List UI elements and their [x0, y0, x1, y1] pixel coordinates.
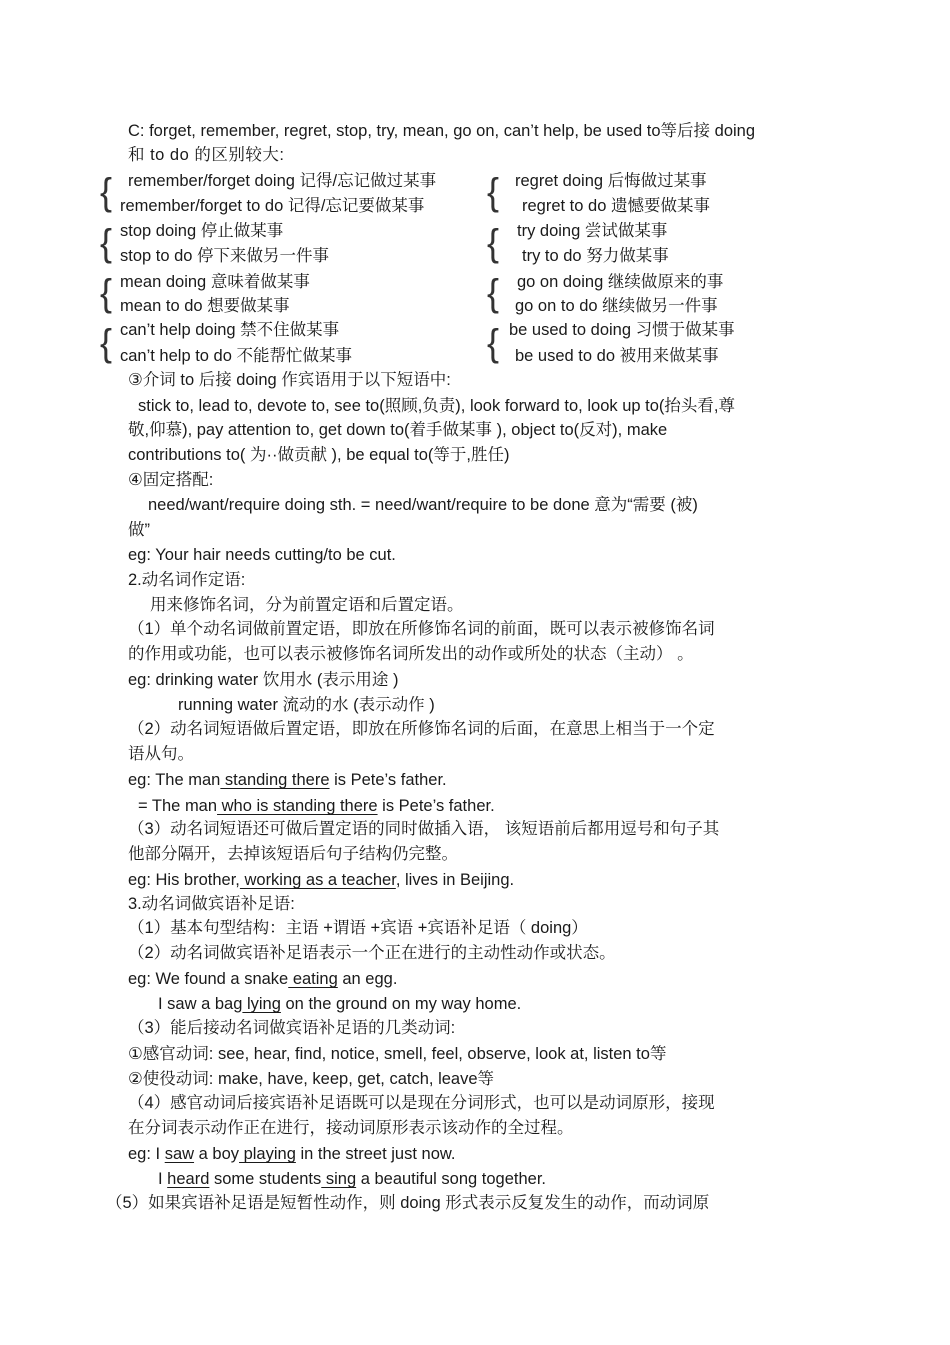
pair-left-bottom: can’t help to do 不能帮忙做某事 [120, 347, 352, 365]
example-text: , lives in Beijing. [395, 871, 515, 889]
paragraph-line: 用来修饰名词，分为前置定语和后置定语。 [150, 596, 464, 614]
intro-line-2: 和 to do 的区别较大: [128, 146, 285, 164]
example-text: = The man [138, 797, 218, 815]
underlined-phrase: lying [242, 995, 281, 1013]
example-sentence [128, 1144, 455, 1164]
example-text: a boy [194, 1145, 239, 1163]
pair-right-top: be used to doing 习惯于做某事 [509, 321, 735, 339]
intro-line-1: C: forget, remember, regret, stop, try, mean, go on, can’t help, be used to等后接 doing [128, 122, 756, 140]
left-brace-icon: { [100, 220, 113, 264]
example-sentence [128, 870, 514, 890]
paragraph-line: ②使役动词: make, have, keep, get, catch, leave等 [128, 1070, 495, 1088]
example-text: eg: His brother, [128, 871, 240, 889]
example-sentence: eg: Your hair needs cutting/to be cut. [128, 546, 396, 564]
paragraph-line: （3）能后接动名词做宾语补足语的几类动词: [128, 1019, 456, 1037]
example-text: is Pete’s father. [329, 771, 447, 789]
paragraph-line: 敬,仰慕), pay attention to, get down to(着手做某事 ), object to(反对), make [128, 421, 668, 439]
section-title: 3.动名词做宾语补足语: [128, 895, 295, 913]
example-text: I saw a bag [158, 995, 243, 1013]
example-text: eg: I [128, 1145, 165, 1163]
pair-left-bottom: mean to do 想要做某事 [120, 297, 290, 315]
left-brace-icon: { [100, 169, 113, 213]
example-sentence [158, 994, 521, 1014]
paragraph-line: （5）如果宾语补足语是短暂性动作，则 doing 形式表示反复发生的动作，而动词原 [106, 1194, 710, 1212]
example-text: a beautiful song together. [356, 1170, 547, 1188]
left-brace-icon: { [100, 270, 113, 314]
example-text: some students [209, 1170, 322, 1188]
pair-left-top: remember/forget doing 记得/忘记做过某事 [128, 172, 437, 190]
paragraph-line: contributions to( 为··做贡献 ), be equal to(等于,胜任) [128, 446, 510, 464]
underlined-phrase: heard [167, 1170, 210, 1188]
example-text: eg: We found a snake [128, 970, 289, 988]
example-text: in the street just now. [295, 1145, 456, 1163]
pair-left-top: stop doing 停止做某事 [120, 222, 284, 240]
pair-left-bottom: stop to do 停下来做另一件事 [120, 247, 330, 265]
pair-right-bottom: try to do 努力做某事 [522, 247, 669, 265]
example-sentence [128, 969, 397, 989]
section-title: ④固定搭配: [128, 471, 214, 489]
pair-right-top: regret doing 后悔做过某事 [515, 172, 707, 190]
pair-right-bottom: regret to do 遗憾要做某事 [522, 197, 710, 215]
example-text: eg: The man [128, 771, 221, 789]
paragraph-line: 做” [128, 521, 150, 539]
paragraph-line: stick to, lead to, devote to, see to(照顾,负责), look forward to, look up to(抬头看,尊 [138, 397, 735, 415]
right-brace-icon: { [487, 270, 500, 314]
paragraph-line: 的作用或功能，也可以表示被修饰名词所发出的动作或所处的状态（主动） 。 [128, 645, 694, 663]
underlined-phrase: who is standing there [217, 797, 378, 815]
pair-left-bottom: remember/forget to do 记得/忘记要做某事 [120, 197, 425, 215]
paragraph-line: （1）单个动名词做前置定语，即放在所修饰名词的前面，既可以表示被修饰名词 [128, 620, 715, 638]
left-brace-icon: { [100, 320, 113, 364]
pair-right-bottom: be used to do 被用来做某事 [515, 347, 719, 365]
underlined-phrase: working as a teacher [239, 871, 396, 889]
paragraph-line: （2）动名词短语做后置定语，即放在所修饰名词的后面，在意思上相当于一个定 [128, 720, 715, 738]
underlined-phrase: playing [239, 1145, 296, 1163]
paragraph-line: ①感官动词: see, hear, find, notice, smell, feel, observe, look at, listen to等 [128, 1045, 667, 1063]
paragraph-line: need/want/require doing sth. = need/want/require to be done 意为“需要 (被) [148, 496, 698, 514]
example-text: on the ground on my way home. [280, 995, 522, 1013]
pair-right-bottom: go on to do 继续做另一件事 [515, 297, 718, 315]
example-sentence [128, 770, 447, 790]
pair-left-top: mean doing 意味着做某事 [120, 273, 310, 291]
underlined-phrase: saw [164, 1145, 195, 1163]
section-title: ③介词 to 后接 doing 作宾语用于以下短语中: [128, 371, 451, 389]
underlined-phrase: standing there [220, 771, 330, 789]
example-text: is Pete’s father. [377, 797, 495, 815]
pair-right-top: try doing 尝试做某事 [517, 222, 668, 240]
paragraph-line: 语从句。 [128, 745, 194, 763]
paragraph-line: 他部分隔开，去掉该短语后句子结构仍完整。 [128, 845, 458, 863]
example-text: I [158, 1170, 168, 1188]
right-brace-icon: { [487, 320, 500, 364]
example-sentence: eg: drinking water 饮用水 (表示用途 ) [128, 671, 399, 689]
example-sentence: running water 流动的水 (表示动作 ) [178, 696, 435, 714]
paragraph-line: （2）动名词做宾语补足语表示一个正在进行的主动性动作或状态。 [128, 944, 616, 962]
example-sentence [138, 796, 495, 816]
paragraph-line: （3）动名词短语还可做后置定语的同时做插入语， 该短语前后都用逗号和句子其 [128, 820, 720, 838]
example-sentence [158, 1169, 546, 1189]
right-brace-icon: { [487, 220, 500, 264]
pair-left-top: can’t help doing 禁不住做某事 [120, 321, 340, 339]
example-text: an egg. [337, 970, 398, 988]
paragraph-line: （1）基本句型结构：主语 +谓语 +宾语 +宾语补足语（ doing） [128, 919, 588, 937]
paragraph-line: 在分词表示动作正在进行，接动词原形表示该动作的全过程。 [128, 1119, 574, 1137]
paragraph-line: （4）感官动词后接宾语补足语既可以是现在分词形式，也可以是动词原形，接现 [128, 1094, 715, 1112]
underlined-phrase: eating [288, 970, 338, 988]
right-brace-icon: { [487, 169, 500, 213]
section-title: 2.动名词作定语: [128, 571, 246, 589]
pair-right-top: go on doing 继续做原来的事 [517, 273, 724, 291]
underlined-phrase: sing [321, 1170, 357, 1188]
